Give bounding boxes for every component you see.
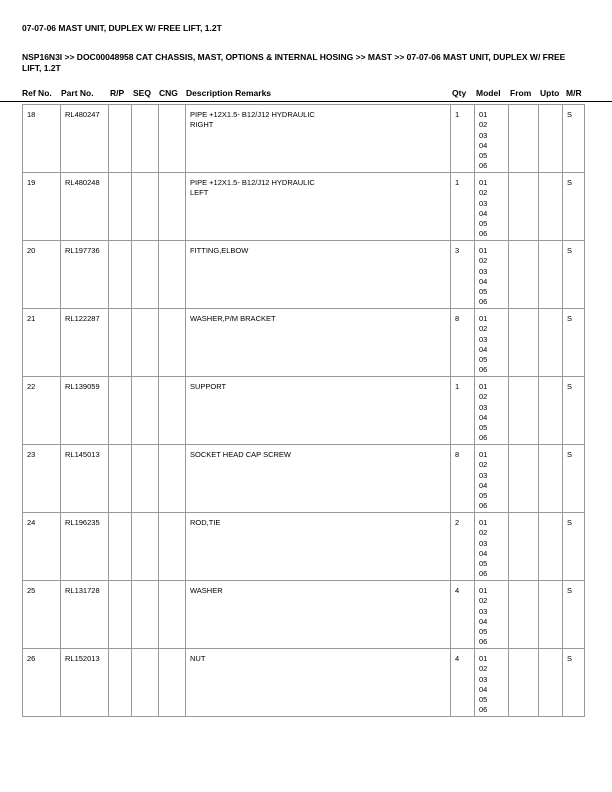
qty-cell: 4 [451,581,475,649]
description-cell: FITTING,ELBOW [186,241,451,309]
col-seq: SEQ [133,88,151,98]
rp-cell [109,173,132,241]
seq-cell [132,581,159,649]
cng-cell [159,105,186,173]
col-desc: Description Remarks [186,88,272,98]
model-cell: 01 02 03 04 05 06 [475,649,509,717]
table-row [23,309,585,377]
mr-cell: S [563,241,585,309]
qty-cell: 8 [451,445,475,513]
model-cell: 01 02 03 04 05 06 [475,377,509,445]
mr-cell: S [563,105,585,173]
breadcrumb: NSP16N3I >> DOC00048958 CAT CHASSIS, MAST, OPTIONS & INTERNAL HOSING >> MAST >> 07-07-06 MAST UNIT, DUPLEX W/ FREE LIFT, 1.2T [22,52,566,73]
from-cell [509,649,539,717]
upto-cell [539,105,563,173]
description-cell: NUT [186,649,451,717]
upto-cell [539,377,563,445]
from-cell [509,241,539,309]
from-cell [509,105,539,173]
description-cell: PIPE +12X1.5- B12/J12 HYDRAULIC RIGHT [186,105,451,173]
cng-cell [159,377,186,445]
ref-cell: 18 [23,105,61,173]
seq-cell [132,105,159,173]
cng-cell [159,649,186,717]
model-cell: 01 02 03 04 05 06 [475,445,509,513]
model-cell: 01 02 03 04 05 06 [475,309,509,377]
qty-cell: 1 [451,173,475,241]
table-row [23,105,585,173]
mr-cell: S [563,309,585,377]
rp-cell [109,513,132,581]
qty-cell: 3 [451,241,475,309]
model-cell: 01 02 03 04 05 06 [475,581,509,649]
from-cell [509,309,539,377]
seq-cell [132,377,159,445]
ref-cell: 25 [23,581,61,649]
description-cell: SOCKET HEAD CAP SCREW [186,445,451,513]
ref-cell: 26 [23,649,61,717]
upto-cell [539,173,563,241]
rp-cell [109,649,132,717]
ref-cell: 20 [23,241,61,309]
col-rp: R/P [110,88,125,98]
rp-cell [109,241,132,309]
part-no-cell: RL131728 [61,581,109,649]
ref-cell: 22 [23,377,61,445]
col-qty: Qty [452,88,467,98]
part-no-cell: RL145013 [61,445,109,513]
cng-cell [159,513,186,581]
part-no-cell: RL139059 [61,377,109,445]
seq-cell [132,309,159,377]
qty-cell: 4 [451,649,475,717]
mr-cell: S [563,649,585,717]
qty-cell: 8 [451,309,475,377]
col-model: Model [476,88,501,98]
page-title: 07-07-06 MAST UNIT, DUPLEX W/ FREE LIFT, 1.2T [22,23,222,33]
mr-cell: S [563,513,585,581]
ref-cell: 24 [23,513,61,581]
seq-cell [132,445,159,513]
model-cell: 01 02 03 04 05 06 [475,105,509,173]
qty-cell: 1 [451,105,475,173]
seq-cell [132,241,159,309]
rp-cell [109,445,132,513]
upto-cell [539,309,563,377]
description-cell: PIPE +12X1.5- B12/J12 HYDRAULIC LEFT [186,173,451,241]
table-row [23,445,585,513]
rp-cell [109,581,132,649]
col-upto: Upto [540,88,560,98]
col-part: Part No. [61,88,94,98]
table-row [23,173,585,241]
from-cell [509,377,539,445]
from-cell [509,513,539,581]
qty-cell: 2 [451,513,475,581]
part-no-cell: RL152013 [61,649,109,717]
seq-cell [132,173,159,241]
cng-cell [159,241,186,309]
model-cell: 01 02 03 04 05 06 [475,173,509,241]
model-cell: 01 02 03 04 05 06 [475,241,509,309]
header-rule [0,101,612,102]
table-row [23,241,585,309]
upto-cell [539,649,563,717]
col-from: From [510,88,532,98]
table-row [23,513,585,581]
cng-cell [159,173,186,241]
mr-cell: S [563,173,585,241]
mr-cell: S [563,445,585,513]
part-no-cell: RL197736 [61,241,109,309]
table-row [23,581,585,649]
qty-cell: 1 [451,377,475,445]
table-row [23,649,585,717]
col-cng: CNG [159,88,178,98]
cng-cell [159,581,186,649]
seq-cell [132,649,159,717]
rp-cell [109,309,132,377]
cng-cell [159,445,186,513]
mr-cell: S [563,581,585,649]
from-cell [509,445,539,513]
description-cell: ROD,TIE [186,513,451,581]
col-ref: Ref No. [22,88,52,98]
ref-cell: 19 [23,173,61,241]
part-no-cell: RL196235 [61,513,109,581]
part-no-cell: RL122287 [61,309,109,377]
from-cell [509,173,539,241]
seq-cell [132,513,159,581]
parts-table [22,104,585,717]
cng-cell [159,309,186,377]
rp-cell [109,377,132,445]
col-mr: M/R [566,88,582,98]
mr-cell: S [563,377,585,445]
part-no-cell: RL480247 [61,105,109,173]
rp-cell [109,105,132,173]
table-row [23,377,585,445]
upto-cell [539,513,563,581]
ref-cell: 23 [23,445,61,513]
model-cell: 01 02 03 04 05 06 [475,513,509,581]
description-cell: WASHER,P/M BRACKET [186,309,451,377]
upto-cell [539,241,563,309]
ref-cell: 21 [23,309,61,377]
upto-cell [539,581,563,649]
description-cell: WASHER [186,581,451,649]
description-cell: SUPPORT [186,377,451,445]
from-cell [509,581,539,649]
upto-cell [539,445,563,513]
part-no-cell: RL480248 [61,173,109,241]
